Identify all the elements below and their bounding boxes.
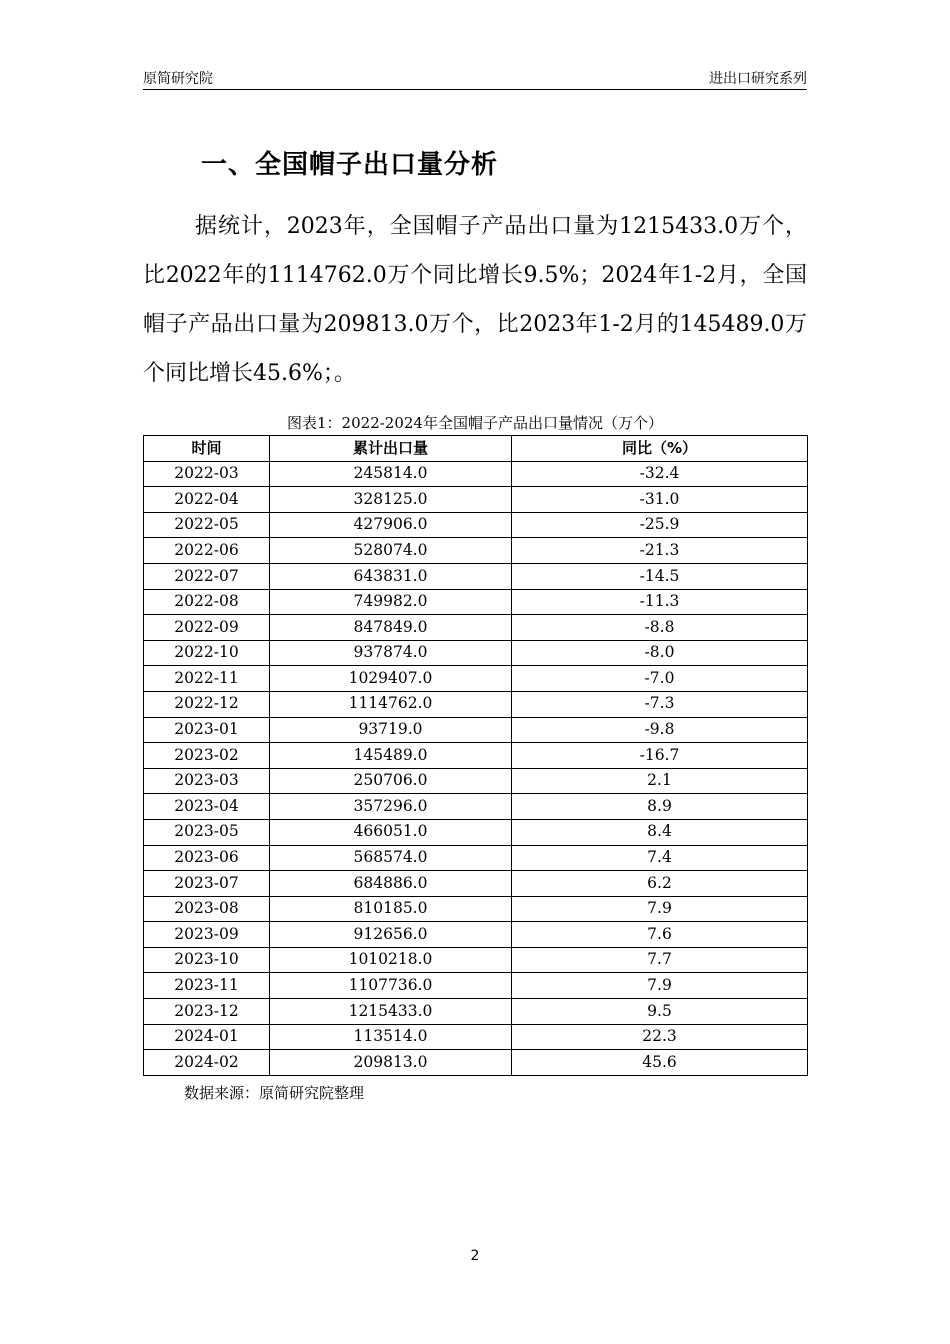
table-row bbox=[144, 973, 808, 999]
cell-yoy: 7.6 bbox=[512, 922, 808, 948]
cell-cumulative-export: 113514.0 bbox=[270, 1024, 512, 1050]
table-row bbox=[144, 819, 808, 845]
cell-cumulative-export: 528074.0 bbox=[270, 538, 512, 564]
table-header-row bbox=[144, 436, 808, 462]
column-header-cumulative-export: 累计出口量 bbox=[270, 436, 512, 462]
cell-time: 2022-05 bbox=[144, 512, 270, 538]
cell-yoy: -9.8 bbox=[512, 717, 808, 743]
cell-cumulative-export: 684886.0 bbox=[270, 871, 512, 897]
table-row bbox=[144, 538, 808, 564]
cell-time: 2023-03 bbox=[144, 768, 270, 794]
cell-time: 2022-12 bbox=[144, 691, 270, 717]
cell-cumulative-export: 145489.0 bbox=[270, 743, 512, 769]
table-row bbox=[144, 717, 808, 743]
table-row bbox=[144, 666, 808, 692]
cell-time: 2023-05 bbox=[144, 819, 270, 845]
cell-cumulative-export: 810185.0 bbox=[270, 896, 512, 922]
cell-time: 2022-11 bbox=[144, 666, 270, 692]
cell-yoy: -14.5 bbox=[512, 563, 808, 589]
cell-time: 2023-12 bbox=[144, 999, 270, 1025]
table-row bbox=[144, 640, 808, 666]
cell-yoy: 7.4 bbox=[512, 845, 808, 871]
table-row bbox=[144, 1024, 808, 1050]
column-header-time: 时间 bbox=[144, 436, 270, 462]
cell-cumulative-export: 245814.0 bbox=[270, 461, 512, 487]
cell-time: 2022-10 bbox=[144, 640, 270, 666]
table-row bbox=[144, 563, 808, 589]
cell-cumulative-export: 250706.0 bbox=[270, 768, 512, 794]
cell-yoy: 7.9 bbox=[512, 973, 808, 999]
cell-yoy: 2.1 bbox=[512, 768, 808, 794]
cell-yoy: -7.0 bbox=[512, 666, 808, 692]
cell-yoy: 6.2 bbox=[512, 871, 808, 897]
cell-yoy: -7.3 bbox=[512, 691, 808, 717]
export-volume-table bbox=[143, 435, 808, 1076]
table-row bbox=[144, 743, 808, 769]
cell-yoy: 8.4 bbox=[512, 819, 808, 845]
cell-cumulative-export: 328125.0 bbox=[270, 487, 512, 513]
cell-time: 2023-02 bbox=[144, 743, 270, 769]
cell-time: 2022-09 bbox=[144, 615, 270, 641]
cell-yoy: 22.3 bbox=[512, 1024, 808, 1050]
table-row bbox=[144, 845, 808, 871]
table-row bbox=[144, 589, 808, 615]
cell-yoy: -8.0 bbox=[512, 640, 808, 666]
section-title: 一、全国帽子出口量分析 bbox=[201, 150, 499, 180]
table-row bbox=[144, 922, 808, 948]
cell-yoy: -31.0 bbox=[512, 487, 808, 513]
cell-cumulative-export: 1107736.0 bbox=[270, 973, 512, 999]
cell-yoy: 9.5 bbox=[512, 999, 808, 1025]
cell-time: 2023-09 bbox=[144, 922, 270, 948]
table-row bbox=[144, 1050, 808, 1076]
cell-cumulative-export: 643831.0 bbox=[270, 563, 512, 589]
cell-yoy: -25.9 bbox=[512, 512, 808, 538]
cell-cumulative-export: 466051.0 bbox=[270, 819, 512, 845]
header-right-series: 进出口研究系列 bbox=[709, 71, 807, 87]
cell-yoy: -11.3 bbox=[512, 589, 808, 615]
cell-yoy: -32.4 bbox=[512, 461, 808, 487]
table-row bbox=[144, 512, 808, 538]
page-number: 2 bbox=[470, 1248, 480, 1264]
cell-cumulative-export: 1215433.0 bbox=[270, 999, 512, 1025]
cell-time: 2023-11 bbox=[144, 973, 270, 999]
cell-time: 2023-04 bbox=[144, 794, 270, 820]
table-row bbox=[144, 896, 808, 922]
cell-cumulative-export: 1010218.0 bbox=[270, 947, 512, 973]
cell-cumulative-export: 1114762.0 bbox=[270, 691, 512, 717]
cell-time: 2023-06 bbox=[144, 845, 270, 871]
table-row bbox=[144, 947, 808, 973]
cell-yoy: 7.7 bbox=[512, 947, 808, 973]
cell-time: 2023-07 bbox=[144, 871, 270, 897]
cell-time: 2022-03 bbox=[144, 461, 270, 487]
cell-time: 2022-08 bbox=[144, 589, 270, 615]
cell-yoy: -16.7 bbox=[512, 743, 808, 769]
cell-time: 2023-10 bbox=[144, 947, 270, 973]
header-divider bbox=[143, 89, 807, 90]
cell-time: 2022-07 bbox=[144, 563, 270, 589]
cell-cumulative-export: 209813.0 bbox=[270, 1050, 512, 1076]
cell-time: 2023-08 bbox=[144, 896, 270, 922]
cell-time: 2023-01 bbox=[144, 717, 270, 743]
cell-time: 2022-06 bbox=[144, 538, 270, 564]
cell-cumulative-export: 749982.0 bbox=[270, 589, 512, 615]
table-row bbox=[144, 461, 808, 487]
cell-cumulative-export: 1029407.0 bbox=[270, 666, 512, 692]
cell-cumulative-export: 847849.0 bbox=[270, 615, 512, 641]
cell-yoy: 8.9 bbox=[512, 794, 808, 820]
header-left-brand: 原简研究院 bbox=[143, 71, 213, 87]
cell-cumulative-export: 937874.0 bbox=[270, 640, 512, 666]
cell-time: 2024-02 bbox=[144, 1050, 270, 1076]
summary-paragraph: 据统计，2023年，全国帽子产品出口量为1215433.0万个，比2022年的1114762.0万个同比增长9.5%；2024年1-2月，全国帽子产品出口量为209813.0万个，比2023年1-2月的145489.0万个同比增长45.6%；。 bbox=[143, 214, 807, 386]
cell-cumulative-export: 357296.0 bbox=[270, 794, 512, 820]
table-row bbox=[144, 999, 808, 1025]
table-row bbox=[144, 871, 808, 897]
table-row bbox=[144, 691, 808, 717]
table-row bbox=[144, 615, 808, 641]
table-body bbox=[144, 461, 808, 1075]
cell-yoy: -8.8 bbox=[512, 615, 808, 641]
cell-cumulative-export: 568574.0 bbox=[270, 845, 512, 871]
source-note: 数据来源：原简研究院整理 bbox=[184, 1084, 365, 1102]
table-row bbox=[144, 794, 808, 820]
cell-cumulative-export: 93719.0 bbox=[270, 717, 512, 743]
table-caption: 图表1：2022-2024年全国帽子产品出口量情况（万个） bbox=[287, 414, 663, 432]
cell-cumulative-export: 912656.0 bbox=[270, 922, 512, 948]
table-row bbox=[144, 487, 808, 513]
cell-yoy: 7.9 bbox=[512, 896, 808, 922]
cell-yoy: -21.3 bbox=[512, 538, 808, 564]
column-header-yoy: 同比（%） bbox=[512, 436, 808, 462]
cell-cumulative-export: 427906.0 bbox=[270, 512, 512, 538]
cell-time: 2024-01 bbox=[144, 1024, 270, 1050]
cell-yoy: 45.6 bbox=[512, 1050, 808, 1076]
cell-time: 2022-04 bbox=[144, 487, 270, 513]
table-row bbox=[144, 768, 808, 794]
